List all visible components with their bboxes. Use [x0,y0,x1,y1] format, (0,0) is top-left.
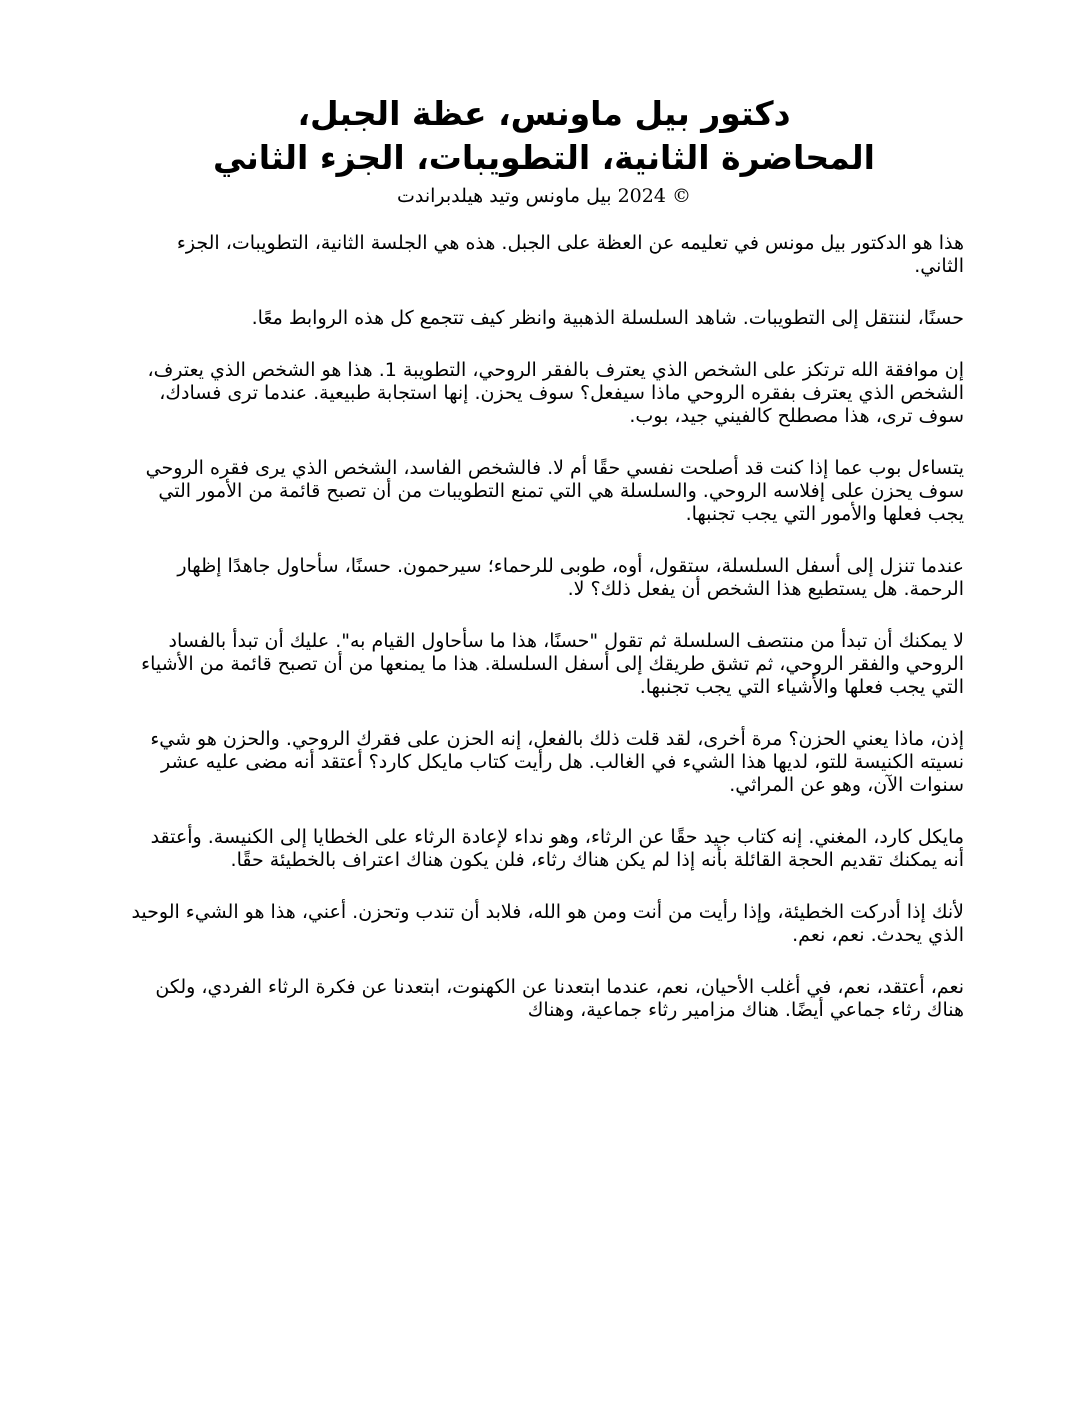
title-line-1: دكتور بيل ماونس، عظة الجبل، [297,94,791,133]
paragraph-5: عندما تنزل إلى أسفل السلسلة، ستقول، أوه، طوبى للرحماء؛ سيرحمون. حسنًا، سأحاول جاهدًا إظهار الرحمة. هل يستطيع هذا الشخص أن يفعل ذلك؟ لا. [177,555,964,600]
paragraph-2: حسنًا، لننتقل إلى التطويبات. شاهد السلسلة الذهبية وانظر كيف تتجمع كل هذه الروابط معًا. [251,307,964,329]
paragraph-4: يتساءل بوب عما إذا كنت قد أصلحت نفسي حقًا أم لا. فالشخص الفاسد، الشخص الذي يرى فقره الروحي سوف يحزن على إفلاسه الروحي. والسلسلة هي التي تمنع التطويبات من أن تصبح قائمة من الأمور التي يجب فعلها والأمور التي يجب تجنبها. [145,457,964,525]
paragraph-10: نعم، أعتقد، نعم، في أغلب الأحيان، نعم، عندما ابتعدنا عن الكهنوت، ابتعدنا عن فكرة الرثاء الفردي، ولكن هناك رثاء جماعي أيضًا. هناك مزامير رثاء جماعية، وهناك [155,976,964,1021]
paragraph-9: لأنك إذا أدركت الخطيئة، وإذا رأيت من أنت ومن هو الله، فلابد أن تندب وتحزن. أعني، هذا هو الشيء الوحيد الذي يحدث. نعم، نعم. [131,901,964,946]
paragraph-8: مايكل كارد، المغني. إنه كتاب جيد حقًا عن الرثاء، وهو نداء لإعادة الرثاء على الخطايا إلى الكنيسة. وأعتقد أنه يمكنك تقديم الحجة القائلة بأنه إذا لم يكن هناك رثاء، فلن يكون هناك اعتراف بالخطيئة حقًا. [150,826,964,871]
copyright-notice: © 2024 بيل ماونس وتيد هيلدبراندت [396,185,691,207]
paragraph-3: إن موافقة الله ترتكز على الشخص الذي يعترف بالفقر الروحي، التطويبة 1. هذا هو الشخص الذي يعترف، الشخص الذي يعترف بفقره الروحي ماذا سيفعل؟ سوف يحزن. إنها استجابة طبيعية. عندما ترى فسادك، سوف ترى، هذا مصطلح كالفيني جيد، بوب. [147,359,964,427]
document-body [128,232,964,1051]
paragraph-6: لا يمكنك أن تبدأ من منتصف السلسلة ثم تقول "حسنًا، هذا ما سأحاول القيام به". عليك أن تبدأ بالفساد الروحي والفقر الروحي، ثم تشق طريقك إلى أسفل السلسلة. هذا ما يمنعها من أن تصبح قائمة من الأشياء التي يجب فعلها والأشياء التي يجب تجنبها. [141,630,964,698]
title-line-2: المحاضرة الثانية، التطويبات، الجزء الثاني [212,138,875,177]
paragraph-1: هذا هو الدكتور بيل مونس في تعليمه عن العظة على الجبل. هذه هي الجلسة الثانية، التطويبات، الجزء الثاني. [176,232,964,277]
paragraph-7: إذن، ماذا يعني الحزن؟ مرة أخرى، لقد قلت ذلك بالفعل، إنه الحزن على فقرك الروحي. والحزن هو شيء نسيته الكنيسة للتو، لديها هذا الشيء في الغالب. هل رأيت كتاب مايكل كارد؟ أعتقد أنه مضى عليه عشر سنوات الآن، وهو عن المراثي. [150,728,964,796]
document-header [120,92,968,208]
